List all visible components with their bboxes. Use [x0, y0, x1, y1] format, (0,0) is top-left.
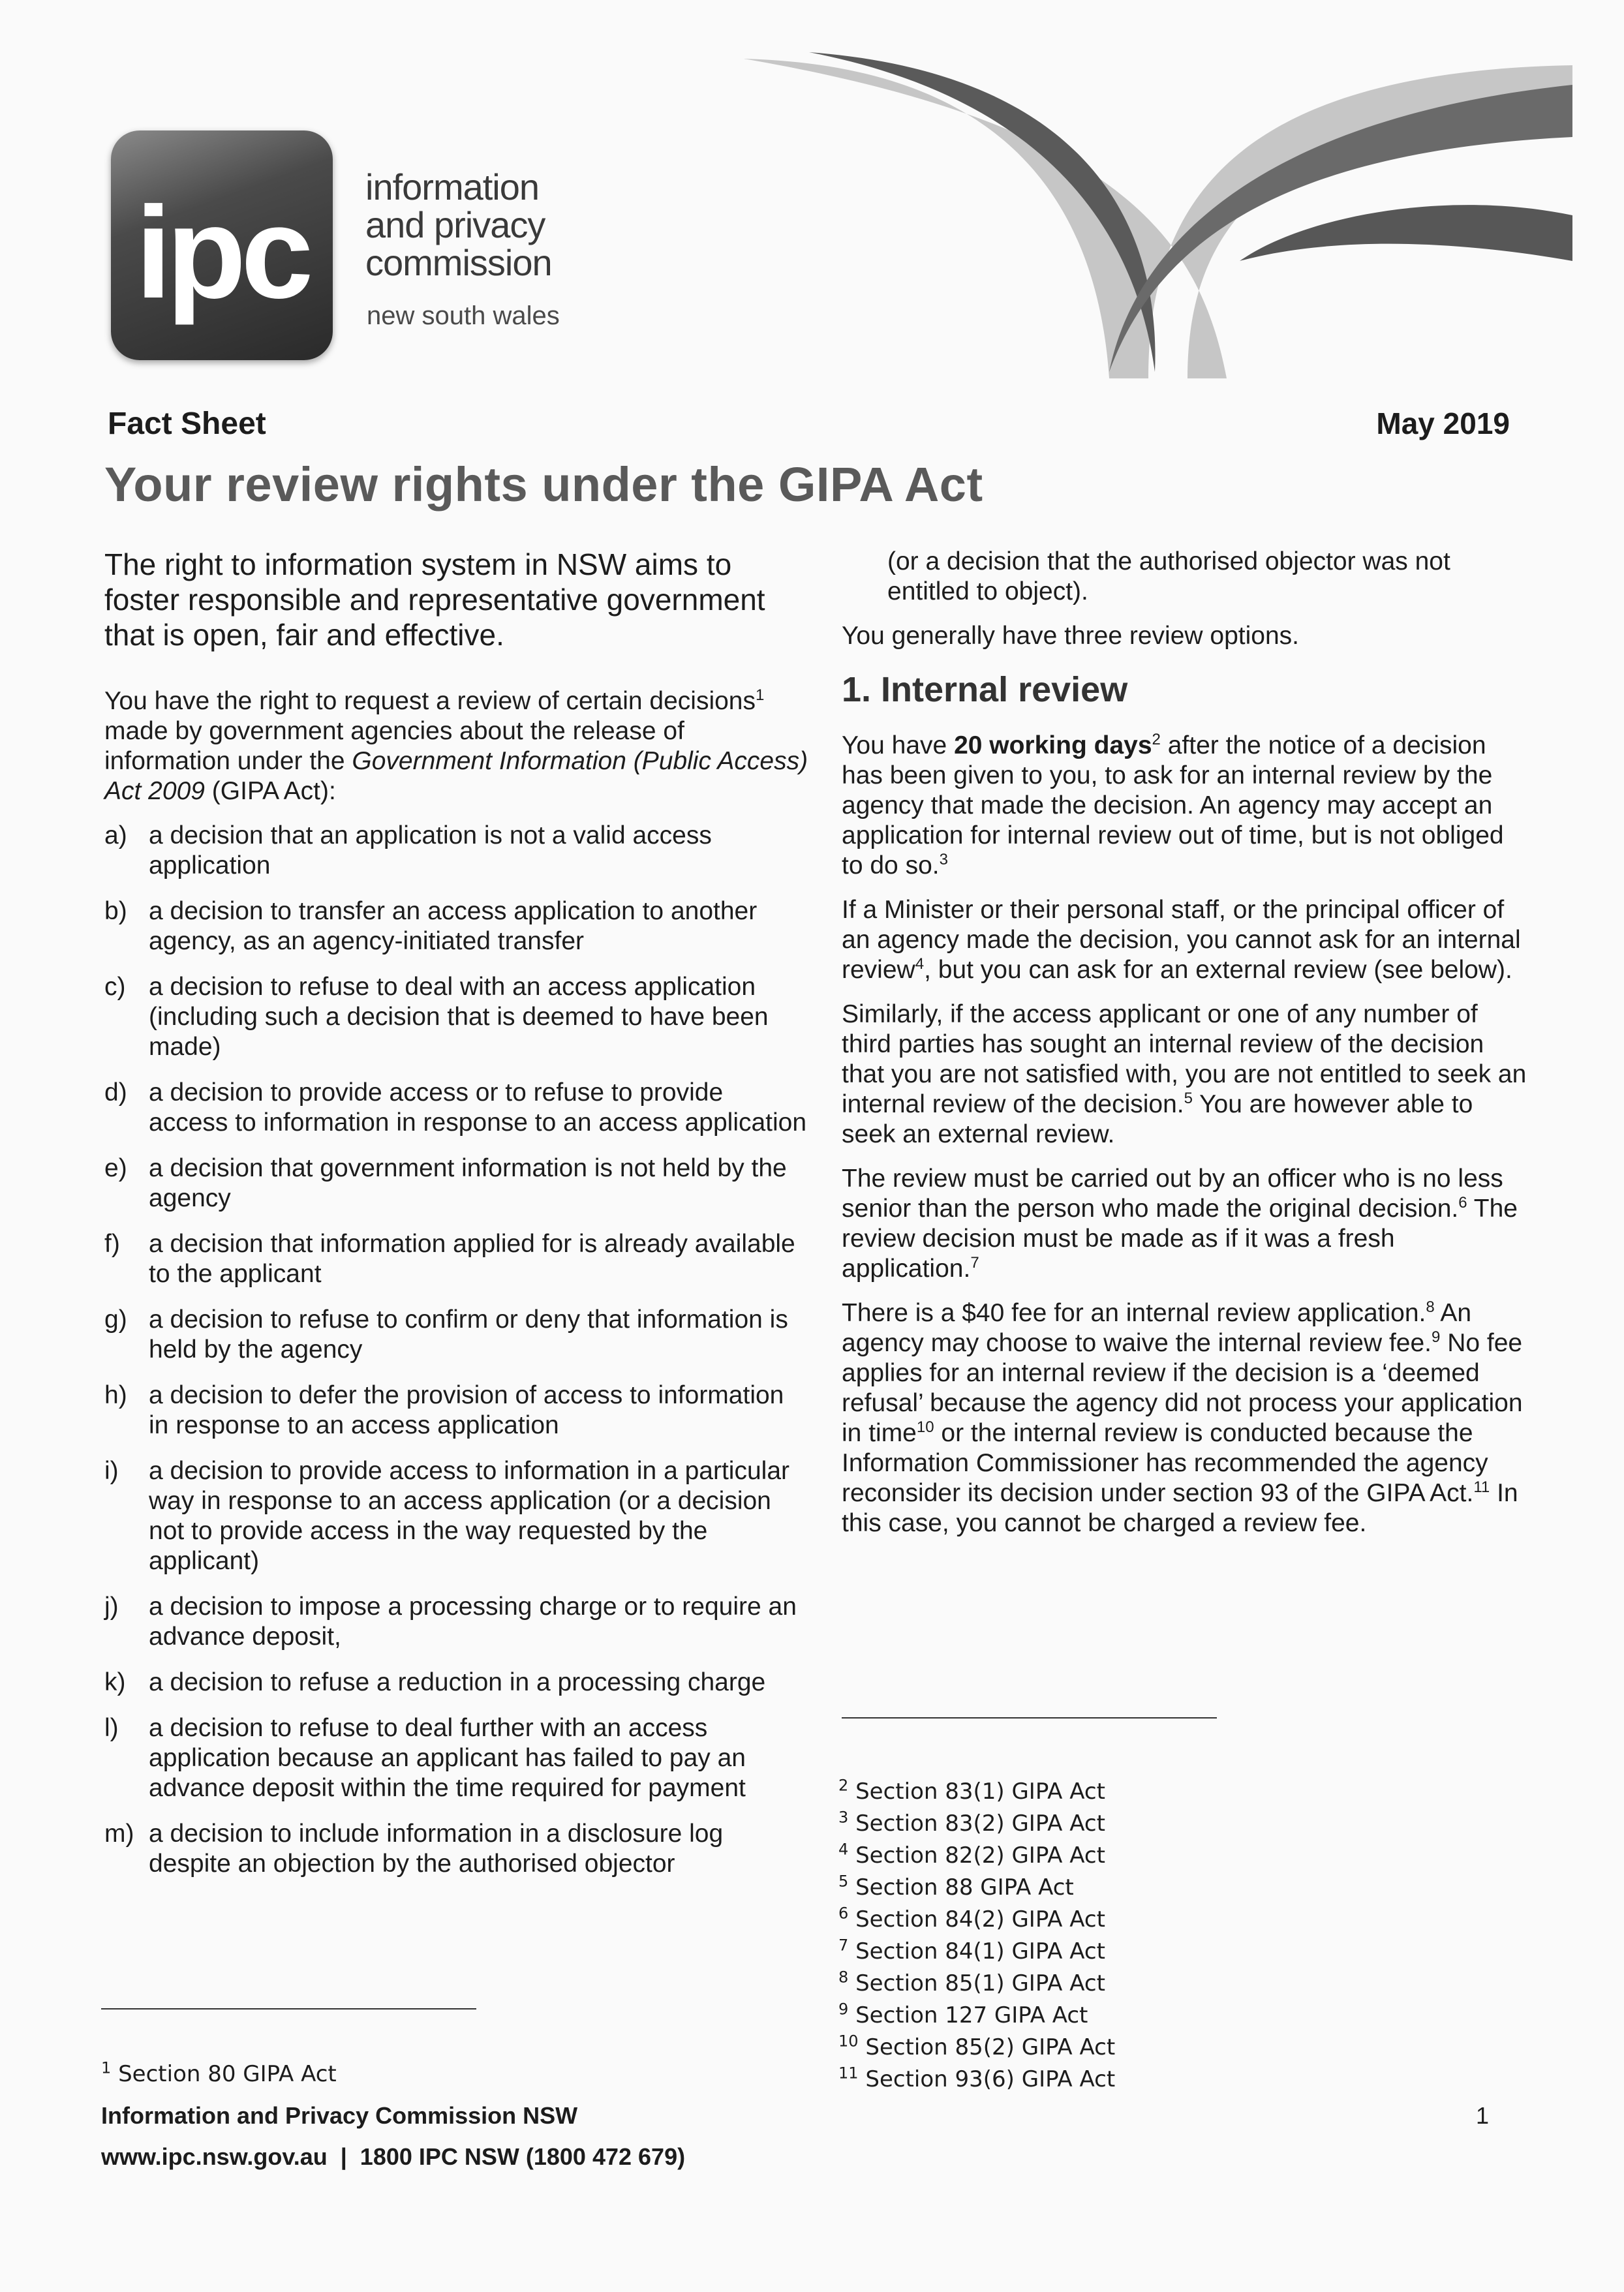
right-column: [842, 547, 1527, 1553]
act-name: Government Information (Public Access) Act 2009: [104, 747, 808, 805]
org-name-line: and privacy: [365, 204, 545, 245]
decision-list: [104, 821, 809, 1879]
continued-text: (or a decision that the authorised objector was not entitled to object).: [887, 547, 1450, 605]
paragraph: You have 20 working days$^2$ after the notice of a decision has been given to you, to ask for an internal review by the agency that made the decision. An agency may accept an application for internal review out of time, but is not obliged to do so.$^3$: [842, 731, 1504, 879]
footnote: $^8$ Section 85(1) GIPA Act: [838, 1968, 1105, 1996]
logo-text: ipc: [135, 180, 309, 326]
publish-date: May 2019: [1376, 406, 1510, 440]
left-column: [104, 547, 809, 1895]
footnote: $^1$ Section 80 GIPA Act: [101, 2058, 337, 2087]
footnote: $^5$ Section 88 GIPA Act: [838, 1872, 1074, 1901]
footnote: $^2$ Section 83(1) GIPA Act: [838, 1776, 1105, 1805]
paragraph: There is a $40 fee for an internal review application.$^8$ An agency may choose to waive the internal review fee.$^9$ No fee applies for an internal review if the decision is a ‘deemed refusal’ because the agency did not process your application in time$^{10}$ or the internal review is conducted because the Information Commissioner has recommended the agency reconsider its decision under section 93 of the GIPA Act.$^{11}$ In this case, you cannot be charged a review fee.: [842, 1298, 1523, 1537]
org-subtitle: new south wales: [367, 301, 560, 330]
footnote: $^7$ Section 84(1) GIPA Act: [838, 1936, 1105, 1964]
page-title: Your review rights under the GIPA Act: [104, 457, 983, 512]
list-item: h) a decision to defer the provision of access to information in response to an access application: [104, 1381, 784, 1439]
org-name-line: commission: [365, 242, 552, 283]
org-name-line: information: [365, 166, 540, 207]
footnote: $^3$ Section 83(2) GIPA Act: [838, 1808, 1105, 1837]
list-item: k) a decision to refuse a reduction in a processing charge: [104, 1668, 766, 1696]
list-item: e) a decision that government information is not held by the agency: [104, 1154, 787, 1212]
footer-contact: www.ipc.nsw.gov.au | 1800 IPC NSW (1800 472 679): [101, 2143, 686, 2170]
intro-paragraph: The right to information system in NSW aims to foster responsible and representative government that is open, fair and effective.: [104, 547, 765, 652]
fact-sheet-label: Fact Sheet: [108, 406, 266, 441]
footnote: $^9$ Section 127 GIPA Act: [838, 2000, 1088, 2028]
page-number: 1: [1476, 2102, 1490, 2129]
footnote-ref: 1: [756, 686, 765, 704]
list-item: c) a decision to refuse to deal with an access application (including such a decision that is deemed to have been made): [104, 973, 769, 1061]
footnotes: [838, 1776, 1115, 2096]
list-item: j) a decision to impose a processing charge or to require an advance deposit,: [104, 1593, 797, 1651]
footnote: $^{10}$ Section 85(2) GIPA Act: [838, 2032, 1116, 2060]
section-heading: 1. Internal review: [842, 670, 1128, 709]
footnote-divider: [101, 2008, 476, 2009]
list-item: m) a decision to include information in a disclosure log despite an objection by the authorised objector: [104, 1820, 724, 1878]
footnote: $^6$ Section 84(2) GIPA Act: [838, 1904, 1105, 1933]
list-item: b) a decision to transfer an access application to another agency, as an agency-initiated transfer: [104, 897, 758, 955]
swoosh-graphic: [731, 46, 1579, 385]
footer-org: Information and Privacy Commission NSW: [101, 2102, 578, 2129]
footnote: $^{11}$ Section 93(6) GIPA Act: [838, 2064, 1116, 2092]
list-item: a) a decision that an application is not a valid access application: [104, 821, 712, 879]
paragraph: Similarly, if the access applicant or one of any number of third parties has sought an internal review of the decision that you are not satisfied with, you are not entitled to seek an internal review of the decision.$^5$ You are however able to seek an external review.: [842, 1000, 1527, 1148]
footnote: $^4$ Section 82(2) GIPA Act: [838, 1840, 1105, 1869]
org-name: [365, 168, 552, 282]
list-item: f) a decision that information applied for is already available to the applicant: [104, 1230, 795, 1288]
ipc-logo: [111, 130, 333, 360]
footnote-divider: [842, 1717, 1217, 1719]
paragraph: If a Minister or their personal staff, or the principal officer of an agency made the decision, you cannot ask for an internal review$^4$, but you can ask for an external review (see below).: [842, 896, 1521, 984]
list-item: l) a decision to refuse to deal further with an access application because an applicant has failed to pay an advance deposit within the time required for payment: [104, 1714, 746, 1802]
list-item: d) a decision to provide access or to refuse to provide access to information in response to an access application: [104, 1078, 807, 1137]
paragraph: The review must be carried out by an officer who is no less senior than the person who made the original decision.$^6$ The review decision must be made as if it was a fresh application.$^7$: [842, 1165, 1518, 1283]
list-item: g) a decision to refuse to confirm or deny that information is held by the agency: [104, 1306, 788, 1364]
list-item: i) a decision to provide access to information in a particular way in response to an access application (or a decision not to provide access in the way requested by the applicant): [104, 1457, 790, 1575]
rights-paragraph: You have the right to request a review of certain decisions$^1$ made by government agencies about the release of information under the Government Information (Public Access) Act 2009 (GIPA Act):: [104, 686, 808, 805]
review-options-text: You generally have three review options.: [842, 622, 1300, 650]
